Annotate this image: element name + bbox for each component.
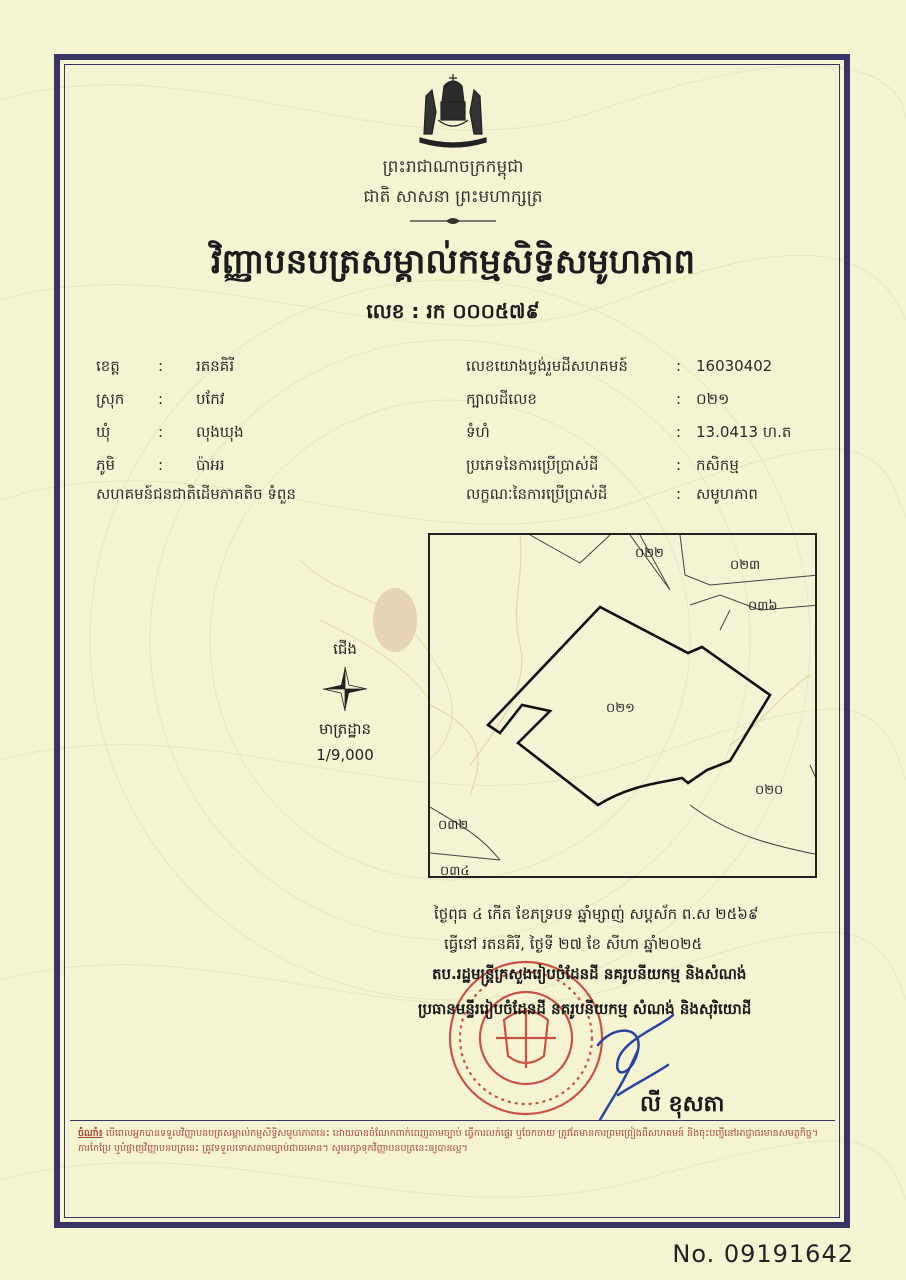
land-use-type-sep: :: [676, 456, 682, 474]
issue-date: ធ្វើនៅ រតនគិរី, ថ្ងៃទី ២៧ ខែ សីហា ឆ្នាំ២០២៥: [444, 935, 703, 953]
signer-name: លី ខុសតា: [640, 1092, 725, 1117]
signatory-title-2: ប្រធានមន្ទីររៀបចំដែនដី នគរូបនីយកម្ម សំណង់ និងសុរិយោដី: [418, 1000, 752, 1018]
area-label: ទំហំ: [466, 423, 490, 441]
parcel-label-034: ០៣៤: [440, 864, 470, 878]
parcel-label-021: ០២១: [606, 701, 635, 716]
serial-number: No. 09191642: [672, 1240, 854, 1268]
district-sep: :: [158, 390, 164, 408]
district-value: បកែវ: [196, 390, 225, 408]
parcel-map: [428, 533, 817, 878]
parcel-label-032: ០៣២: [438, 818, 469, 833]
note-box: [70, 1120, 835, 1212]
ornament-divider-icon: [408, 215, 498, 227]
province-value: រតនគិរី: [196, 357, 235, 375]
note-label: ចំណាំ៖: [78, 1128, 103, 1139]
district-label: ស្រុក: [96, 390, 125, 408]
commune-sep: :: [158, 423, 164, 441]
area-value: 13.0413 ហ.ត: [696, 423, 792, 441]
land-use-nature-value: សមូហភាព: [696, 485, 758, 503]
land-use-nature-label: លក្ខណៈនៃការប្រើប្រាស់ដី: [466, 485, 608, 503]
scale-label: មាត្រដ្ឋាន: [318, 720, 372, 738]
parcel-label-023: ០២៣: [730, 558, 761, 573]
scale-value: 1/9,000: [316, 746, 374, 764]
community-name: សហគមន៍ជនជាតិដើមភាគតិច ទំពួន: [96, 485, 296, 503]
plan-ref-label: លេខយោងប្លង់រួមដីសហគមន៍: [466, 357, 628, 375]
plan-ref-sep: :: [676, 357, 682, 375]
commune-label: ឃុំ: [96, 423, 111, 441]
note-text: បើពេលអ្នកបានទទួលវិញ្ញាបនបត្រសម្គាល់កម្មសិទ្ធិសមូហភាពនេះ ដោយបានចំណែកពាក់ពេញតាមច្បាប់ ធ្វើការលក់ផ្ទេរ ឬចែកចាយ ត្រូវតែមានការព្រមព្រៀងពីសហគមន៍ និងចុះបញ្ជីនៅអាជ្ញាធរមានសមត្ថកិច្ច។ ការកែប្រែ ឬបំផ្លាញវិញ្ញាបនបត្រនេះ ត្រូវទទួលទោសតាមច្បាប់ជាធរមាន។ សូមរក្សាទុកវិញ្ញាបនបត្រនេះឲ្យបានល្អ។: [78, 1128, 819, 1154]
commune-value: លុងឃុង: [196, 423, 244, 441]
parcel-no-sep: :: [676, 390, 682, 408]
province-sep: :: [158, 357, 164, 375]
signatory-title-1: តប.រដ្ឋមន្ត្រីក្រសួងរៀបចំដែនដី នគរូបនីយកម្ម និងសំណង់: [432, 965, 747, 983]
land-use-type-label: ប្រភេទនៃការប្រើប្រាស់ដី: [466, 456, 599, 474]
land-use-nature-sep: :: [676, 485, 682, 503]
north-label: ជើង: [333, 640, 357, 658]
parcel-label-022: ០២២: [635, 546, 664, 561]
village-label: ភូមិ: [96, 456, 116, 474]
certificate-title: វិញ្ញាបនបត្រសម្គាល់កម្មសិទ្ធិសមូហភាព: [210, 242, 696, 282]
village-value: ប៉ាអរ: [196, 456, 225, 474]
lunar-date: ថ្ងៃពុធ ៤ កើត ខែភទ្របទ ឆ្នាំម្សាញ់ សប្តស័ក ព.ស ២៥៦៩: [434, 905, 759, 923]
north-arrow-block: [300, 640, 390, 764]
area-sep: :: [676, 423, 682, 441]
certificate-number: លេខ : រក ០០០៥៧៩: [366, 299, 540, 323]
royal-coat-of-arms-icon: [412, 72, 494, 148]
motto-text: ជាតិ សាសនា ព្រះមហាក្សត្រ: [363, 187, 543, 207]
parcel-label-036: ០៣៦: [748, 599, 778, 614]
compass-rose-icon: [322, 666, 368, 712]
province-label: ខេត្ត: [96, 357, 120, 375]
village-sep: :: [158, 456, 164, 474]
parcel-no-value: ០២១: [696, 390, 730, 408]
land-use-type-value: កសិកម្ម: [696, 456, 739, 474]
parcel-label-020: ០២០: [755, 783, 784, 798]
plan-ref-value: 16030402: [696, 357, 773, 375]
kingdom-text: ព្រះរាជាណាចក្រកម្ពុជា: [382, 157, 524, 177]
parcel-no-label: ក្បាលដីលេខ: [466, 390, 537, 408]
